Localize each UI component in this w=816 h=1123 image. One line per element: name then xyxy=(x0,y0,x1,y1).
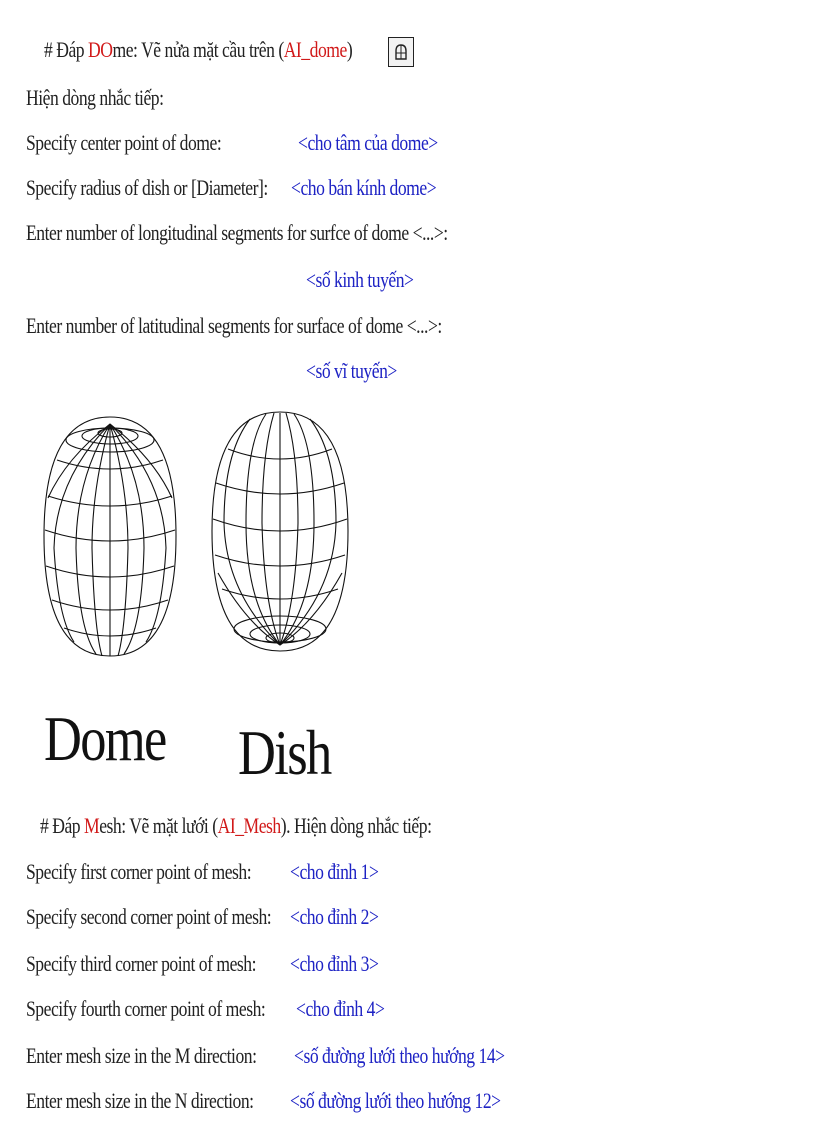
dome-toolbar-icon xyxy=(388,37,414,67)
dome-prompt-center-hint: <cho tâm của dome> xyxy=(298,130,438,155)
mesh-prompt-corner1-label: Specify first corner point of mesh: xyxy=(26,859,252,884)
dome-header-suffix: ) xyxy=(346,37,353,62)
dome-figure-caption: Dome xyxy=(44,703,166,774)
dome-section-header xyxy=(44,37,352,63)
dish-wireframe-figure xyxy=(206,413,354,657)
dome-intro: Hiện dòng nhắc tiếp: xyxy=(26,85,164,110)
mesh-section-header xyxy=(40,813,432,839)
dome-glyph-icon xyxy=(394,43,408,61)
mesh-header-key: M xyxy=(84,813,100,838)
dome-prompt-latitudinal-hint: <số vĩ tuyến> xyxy=(306,358,397,383)
dome-prompt-latitudinal-label: Enter number of latitudinal segments for surface of dome <...>: xyxy=(26,313,442,338)
dome-header-prefix: # Đáp xyxy=(44,37,89,62)
mesh-header-cmd: AI_Mesh xyxy=(217,813,281,838)
mesh-prompt-corner4-hint: <cho đỉnh 4> xyxy=(296,996,385,1021)
dome-header-mid: me: Vẽ nửa mặt cầu trên ( xyxy=(112,37,284,62)
mesh-header-suffix: ). Hiện dòng nhắc tiếp: xyxy=(280,813,432,838)
mesh-prompt-n-size-hint: <số đường lưới theo hướng 12> xyxy=(290,1088,501,1113)
mesh-prompt-corner1-hint: <cho đỉnh 1> xyxy=(290,859,379,884)
mesh-prompt-corner3-label: Specify third corner point of mesh: xyxy=(26,951,257,976)
dome-wireframe-figure xyxy=(36,418,184,662)
mesh-prompt-m-size-label: Enter mesh size in the M direction: xyxy=(26,1043,257,1068)
mesh-header-prefix: # Đáp xyxy=(40,813,85,838)
dome-prompt-center-label: Specify center point of dome: xyxy=(26,130,222,155)
dome-prompt-radius-hint: <cho bán kính dome> xyxy=(291,175,437,200)
dome-prompt-longitudinal-label: Enter number of longitudinal segments for surfce of dome <...>: xyxy=(26,220,448,245)
dish-figure-caption: Dish xyxy=(238,717,331,788)
mesh-prompt-corner4-label: Specify fourth corner point of mesh: xyxy=(26,996,266,1021)
mesh-prompt-corner2-label: Specify second corner point of mesh: xyxy=(26,904,272,929)
dome-header-cmd: AI_dome xyxy=(283,37,347,62)
dome-header-key: DO xyxy=(88,37,113,62)
mesh-prompt-m-size-hint: <số đường lưới theo hướng 14> xyxy=(294,1043,505,1068)
mesh-header-mid: esh: Vẽ mặt lưới ( xyxy=(99,813,218,838)
dome-prompt-longitudinal-hint: <số kinh tuyến> xyxy=(306,267,414,292)
mesh-prompt-n-size-label: Enter mesh size in the N direction: xyxy=(26,1088,254,1113)
dome-prompt-radius-label: Specify radius of dish or [Diameter]: xyxy=(26,175,268,200)
mesh-prompt-corner2-hint: <cho đỉnh 2> xyxy=(290,904,379,929)
mesh-prompt-corner3-hint: <cho đỉnh 3> xyxy=(290,951,379,976)
